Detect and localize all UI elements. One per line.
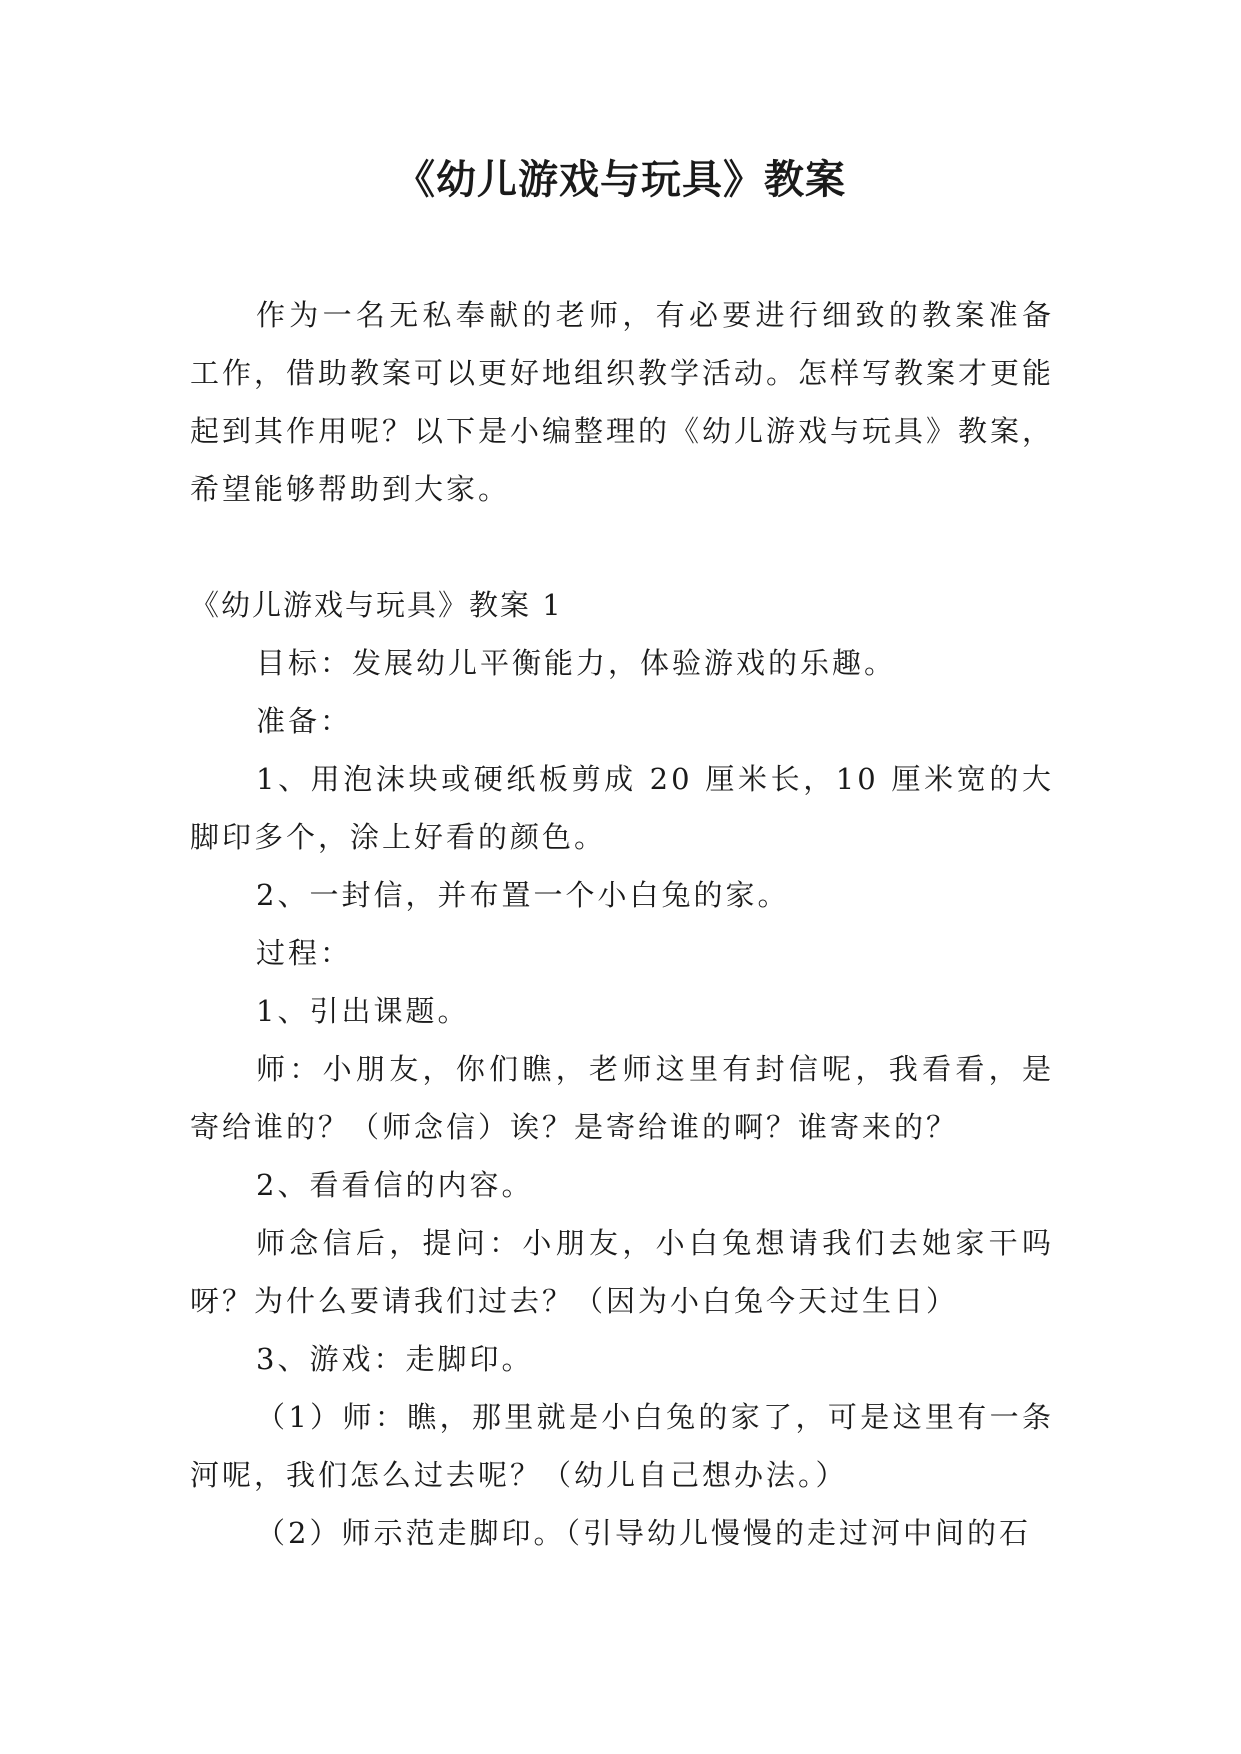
paragraph-teacher-question: 师念信后，提问：小朋友，小白兔想请我们去她家干吗呀？为什么要请我们过去？（因为小白兔今天过生日）	[190, 1226, 1054, 1318]
paragraph-step-1: 1、引出课题。	[256, 994, 470, 1028]
document-title: 《幼儿游戏与玩具》教案	[395, 156, 846, 203]
paragraph-goal: 目标：发展幼儿平衡能力，体验游戏的乐趣。	[256, 646, 897, 680]
paragraph-prep-heading: 准备：	[256, 704, 353, 738]
section-heading: 《幼儿游戏与玩具》教案 1	[190, 588, 563, 622]
paragraph-prep-2: 2、一封信，并布置一个小白兔的家。	[256, 878, 790, 912]
paragraph-step-2: 2、看看信的内容。	[256, 1168, 534, 1202]
paragraph-teacher-letter: 师：小朋友，你们瞧，老师这里有封信呢，我看看，是寄给谁的？（师念信）诶？是寄给谁的啊？谁寄来的？	[190, 1052, 1054, 1144]
paragraph-prep-1: 1、用泡沫块或硬纸板剪成 20 厘米长，10 厘米宽的大脚印多个，涂上好看的颜色。	[190, 762, 1054, 854]
document-body	[190, 286, 1054, 1562]
paragraph-substep-2: （2）师示范走脚印。（引导幼儿慢慢的走过河中间的石	[256, 1516, 1031, 1550]
paragraph-process-heading: 过程：	[256, 936, 353, 970]
paragraph-substep-1: （1）师：瞧，那里就是小白兔的家了，可是这里有一条河呢，我们怎么过去呢？（幼儿自己想办法。）	[190, 1400, 1054, 1492]
paragraph-step-3: 3、游戏：走脚印。	[256, 1342, 534, 1376]
intro-paragraph: 作为一名无私奉献的老师，有必要进行细致的教案准备工作，借助教案可以更好地组织教学活动。怎样写教案才更能起到其作用呢？以下是小编整理的《幼儿游戏与玩具》教案，希望能够帮助到大家。	[190, 298, 1055, 506]
